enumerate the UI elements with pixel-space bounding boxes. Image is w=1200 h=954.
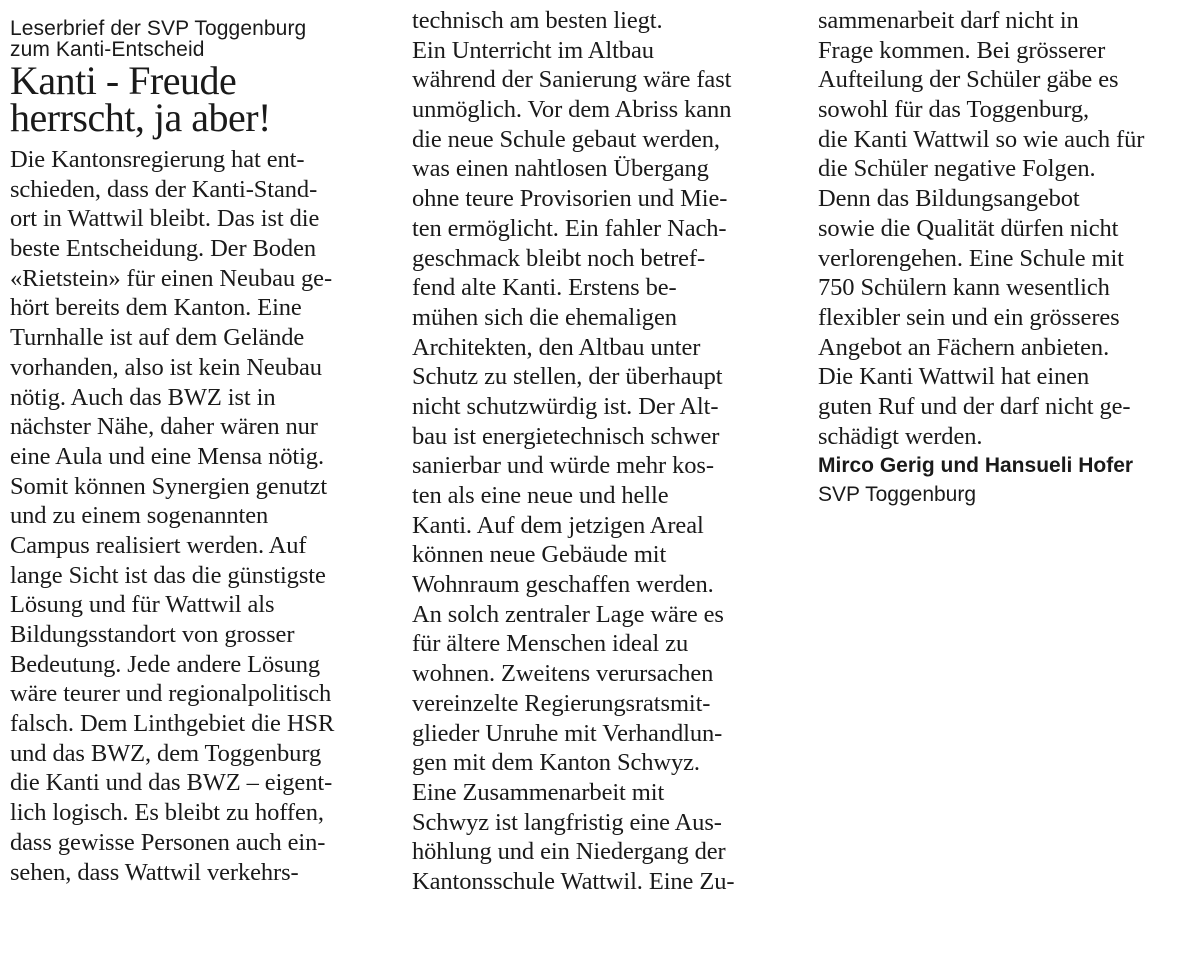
author-signature: Mirco Gerig und Hansueli Hofer (818, 454, 1134, 478)
body-line: während der Sanierung wäre fast (412, 66, 732, 94)
body-text-column-2 (412, 6, 797, 897)
body-line: für ältere Menschen ideal zu (412, 630, 689, 658)
body-text-column-1 (10, 145, 390, 887)
body-line: ten als eine neue und helle (412, 482, 669, 509)
body-line: höhlung und ein Niedergang der (412, 838, 726, 866)
body-line: nicht schutzwürdig ist. Der Alt- (412, 392, 719, 420)
body-line: sammenarbeit darf nicht in (818, 7, 1079, 34)
body-line: die Kanti Wattwil so wie auch für (818, 125, 1145, 153)
body-line: lich logisch. Es bleibt zu hoffen, (10, 799, 324, 827)
body-line: schieden, dass der Kanti-Stand- (10, 175, 318, 203)
body-line: Bedeutung. Jede andere Lösung (10, 650, 321, 678)
body-line: können neue Gebäude mit (412, 541, 667, 569)
body-line: Die Kantonsregierung hat ent- (10, 146, 305, 173)
body-line: wohnen. Zweitens verursachen (412, 660, 714, 688)
body-line: sanierbar und würde mehr kos- (412, 452, 714, 480)
body-line: hört bereits dem Kanton. Eine (10, 294, 302, 322)
column-1 (10, 0, 390, 887)
body-line: Frage kommen. Bei grösserer (818, 36, 1106, 64)
body-line: eine Aula und eine Mensa nötig. (10, 442, 324, 470)
body-line: und das BWZ, dem Toggenburg (10, 739, 322, 767)
body-line: sehen, dass Wattwil verkehrs- (10, 858, 299, 886)
body-line: mühen sich die ehemaligen (412, 303, 677, 331)
body-line: falsch. Dem Linthgebiet die HSR (10, 710, 335, 738)
body-line: ohne teure Provisorien und Mie- (412, 185, 728, 213)
body-line: An solch zentraler Lage wäre es (412, 600, 724, 628)
body-line: Eine Zusammenarbeit mit (412, 778, 665, 806)
body-line: 750 Schülern kann wesentlich (818, 274, 1110, 302)
body-line: Denn das Bildungsangebot (818, 185, 1080, 213)
headline-line: herrscht, ja aber! (10, 95, 271, 140)
body-line: Angebot an Fächern anbieten. (818, 333, 1110, 361)
body-line: Kantonsschule Wattwil. Eine Zu- (412, 867, 735, 895)
body-line: sowohl für das Toggenburg, (818, 96, 1090, 124)
body-line: flexibler sein und ein grösseres (818, 303, 1120, 331)
headline-line: Kanti - Freude (10, 58, 237, 103)
body-line: Wohnraum geschaffen werden. (412, 571, 714, 599)
body-line: lange Sicht ist das die günstigste (10, 561, 326, 589)
body-line: Kanti. Auf dem jetzigen Areal (412, 511, 704, 539)
body-line: vorhanden, also ist kein Neubau (10, 353, 322, 381)
body-line: ort in Wattwil bleibt. Das ist die (10, 205, 320, 233)
body-line: Bildungsstandort von grosser (10, 621, 295, 648)
body-line: fend alte Kanti. Erstens be- (412, 274, 677, 302)
headline (10, 58, 390, 140)
body-line: verlorengehen. Eine Schule mit (818, 244, 1124, 272)
body-line: unmöglich. Vor dem Abriss kann (412, 96, 732, 124)
body-line: wäre teurer und regionalpolitisch (10, 680, 332, 708)
body-line: nötig. Auch das BWZ ist in (10, 383, 276, 411)
body-text-column-3 (818, 6, 1200, 451)
kicker (10, 18, 390, 60)
body-line: vereinzelte Regierungsratsmit- (412, 689, 711, 717)
body-line: Aufteilung der Schüler gäbe es (818, 66, 1119, 94)
body-line: die Schüler negative Folgen. (818, 155, 1096, 183)
body-line: und zu einem sogenannten (10, 502, 269, 530)
body-line: Architekten, den Altbau unter (412, 333, 701, 361)
body-line: technisch am besten liegt. (412, 7, 663, 34)
body-line: ten ermöglicht. Ein fahler Nach- (412, 214, 727, 242)
body-line: «Rietstein» für einen Neubau ge- (10, 264, 332, 292)
body-line: glieder Unruhe mit Verhandlun- (412, 719, 723, 747)
body-line: nächster Nähe, daher wären nur (10, 413, 318, 441)
body-line: die Kanti und das BWZ – eigent- (10, 769, 333, 797)
body-line: Schutz zu stellen, der überhaupt (412, 363, 723, 391)
body-line: was einen nahtlosen Übergang (412, 155, 709, 183)
body-line: schädigt werden. (818, 422, 983, 450)
author-organization: SVP Toggenburg (818, 483, 977, 507)
body-line: Schwyz ist langfristig eine Aus- (412, 808, 722, 836)
column-3 (818, 0, 1200, 508)
body-line: Die Kanti Wattwil hat einen (818, 363, 1090, 391)
body-line: Lösung und für Wattwil als (10, 591, 275, 619)
body-line: bau ist energietechnisch schwer (412, 422, 720, 450)
body-line: sowie die Qualität dürfen nicht (818, 214, 1119, 242)
body-line: geschmack bleibt noch betref- (412, 244, 706, 272)
body-line: Somit können Synergien genutzt (10, 472, 328, 500)
body-line: beste Entscheidung. Der Boden (10, 235, 316, 263)
body-line: die neue Schule gebaut werden, (412, 125, 720, 153)
body-line: dass gewisse Personen auch ein- (10, 828, 326, 856)
body-line: Campus realisiert werden. Auf (10, 531, 307, 559)
kicker-line: Leserbrief der SVP Toggenburg (10, 17, 307, 40)
body-line: Ein Unterricht im Altbau (412, 36, 654, 64)
kicker-line: zum Kanti-Entscheid (10, 38, 205, 61)
column-2 (412, 0, 797, 897)
body-line: guten Ruf und der darf nicht ge- (818, 392, 1131, 420)
body-line: Turnhalle ist auf dem Gelände (10, 324, 305, 352)
body-line: gen mit dem Kanton Schwyz. (412, 749, 700, 777)
